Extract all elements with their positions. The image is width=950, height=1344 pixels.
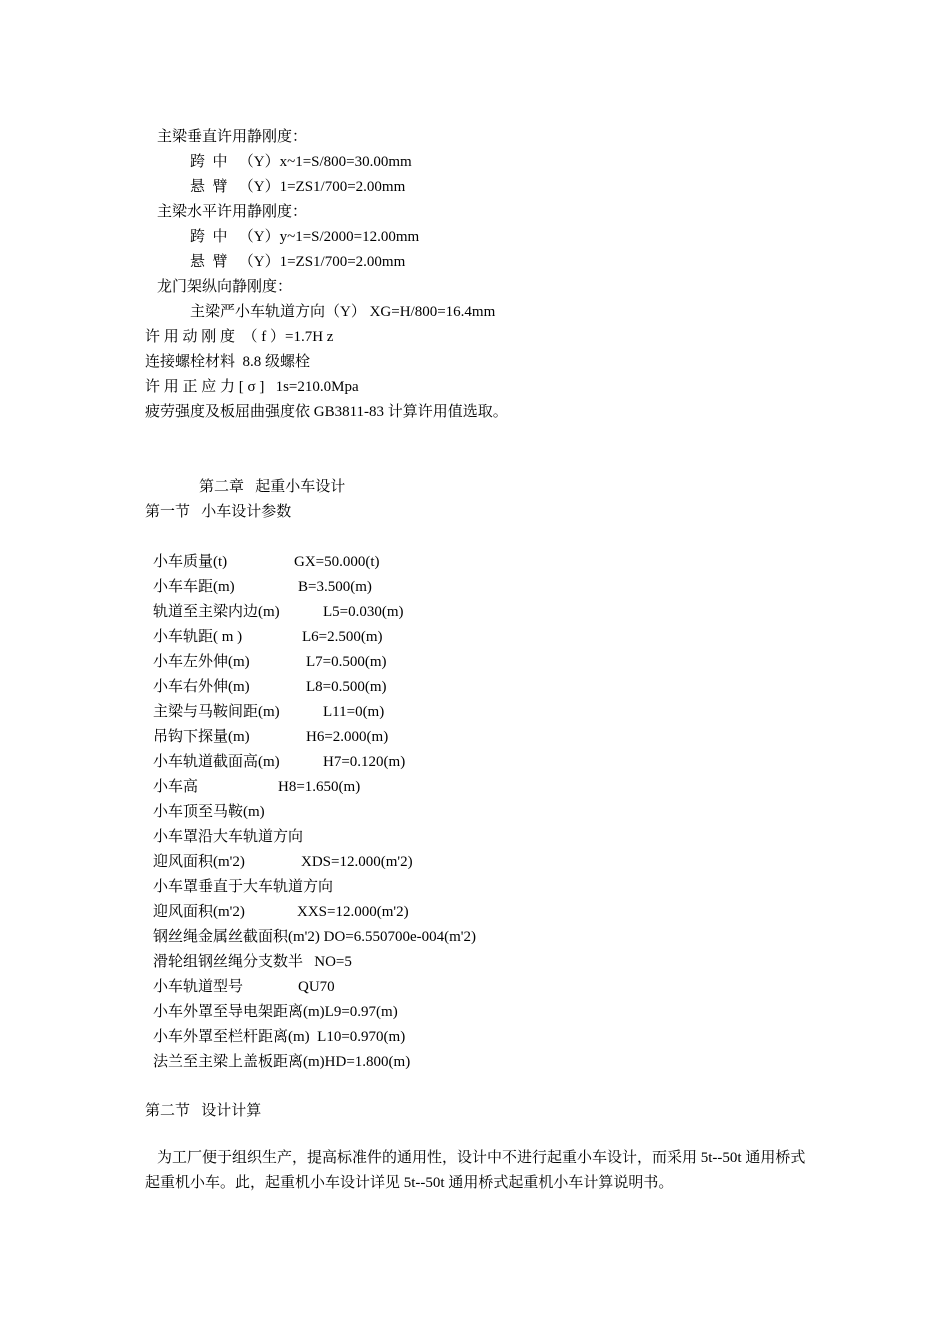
section-1-title: 第一节 小车设计参数 <box>145 504 292 520</box>
horizontal-cantilever-line: 悬 臂 （Y）1=ZS1/700=2.00mm <box>190 254 406 270</box>
list-item: 小车轨距( m ) L6=2.500(m) <box>153 629 383 645</box>
fatigue-strength-line: 疲劳强度及板屈曲强度依 GB3811-83 计算许用值选取。 <box>145 404 508 420</box>
list-item: 小车左外伸(m) L7=0.500(m) <box>153 654 387 670</box>
section-2-title: 第二节 设计计算 <box>145 1103 262 1119</box>
list-item: 轨道至主梁内边(m) L5=0.030(m) <box>153 604 404 620</box>
main-beam-vertical-stiffness-heading: 主梁垂直许用静刚度： <box>157 129 308 145</box>
list-item: 小车罩沿大车轨道方向 <box>153 829 304 845</box>
list-item: 迎风面积(m'2) XXS=12.000(m'2) <box>153 904 409 920</box>
vertical-midspan-line: 跨 中 （Y）x~1=S/800=30.00mm <box>190 154 412 170</box>
main-beam-horizontal-stiffness-heading: 主梁水平许用静刚度： <box>157 204 308 220</box>
gantry-longitudinal-stiffness-heading: 龙门架纵向静刚度： <box>157 279 293 295</box>
list-item: 法兰至主梁上盖板距离(m)HD=1.800(m) <box>153 1054 411 1070</box>
trolley-rail-direction-line: 主梁严小车轨道方向（Y） XG=H/800=16.4mm <box>190 304 496 320</box>
list-item: 小车高 H8=1.650(m) <box>153 779 361 795</box>
dynamic-stiffness-line: 许 用 动 刚 度 （ f ）=1.7H z <box>145 329 334 345</box>
vertical-cantilever-line: 悬 臂 （Y）1=ZS1/700=2.00mm <box>190 179 406 195</box>
list-item: 主梁与马鞍间距(m) L11=0(m) <box>153 704 385 720</box>
list-item: 小车罩垂直于大车轨道方向 <box>153 879 334 895</box>
bolt-material-line: 连接螺栓材料 8.8 级螺栓 <box>145 354 311 370</box>
list-item: 迎风面积(m'2) XDS=12.000(m'2) <box>153 854 413 870</box>
list-item: 小车质量(t) GX=50.000(t) <box>153 554 380 570</box>
list-item: 钢丝绳金属丝截面积(m'2) DO=6.550700e-004(m'2) <box>153 929 476 945</box>
list-item: 小车顶至马鞍(m) <box>153 804 265 820</box>
list-item: 滑轮组钢丝绳分支数半 NO=5 <box>153 954 352 970</box>
list-item: 小车轨道截面高(m) H7=0.120(m) <box>153 754 406 770</box>
list-item: 小车轨道型号 QU70 <box>153 979 335 995</box>
chapter-title: 第二章 起重小车设计 <box>199 479 346 495</box>
horizontal-midspan-line: 跨 中 （Y）y~1=S/2000=12.00mm <box>190 229 420 245</box>
list-item: 小车外罩至栏杆距离(m) L10=0.970(m) <box>153 1029 406 1045</box>
list-item: 吊钩下探量(m) H6=2.000(m) <box>153 729 389 745</box>
list-item: 小车右外伸(m) L8=0.500(m) <box>153 679 387 695</box>
allowable-stress-line: 许 用 正 应 力 [ σ ] 1s=210.0Mpa <box>145 379 359 395</box>
list-item: 小车车距(m) B=3.500(m) <box>153 579 372 595</box>
design-calculation-paragraph: 为工厂便于组织生产，提高标准件的通用性，设计中不进行起重小车设计，而采用 5t--50t 通用桥式起重机小车。此，起重机小车设计详见 5t--50t 通用桥式起重机小车计算说明书。 <box>145 1150 806 1191</box>
list-item: 小车外罩至导电架距离(m)L9=0.97(m) <box>153 1004 398 1020</box>
